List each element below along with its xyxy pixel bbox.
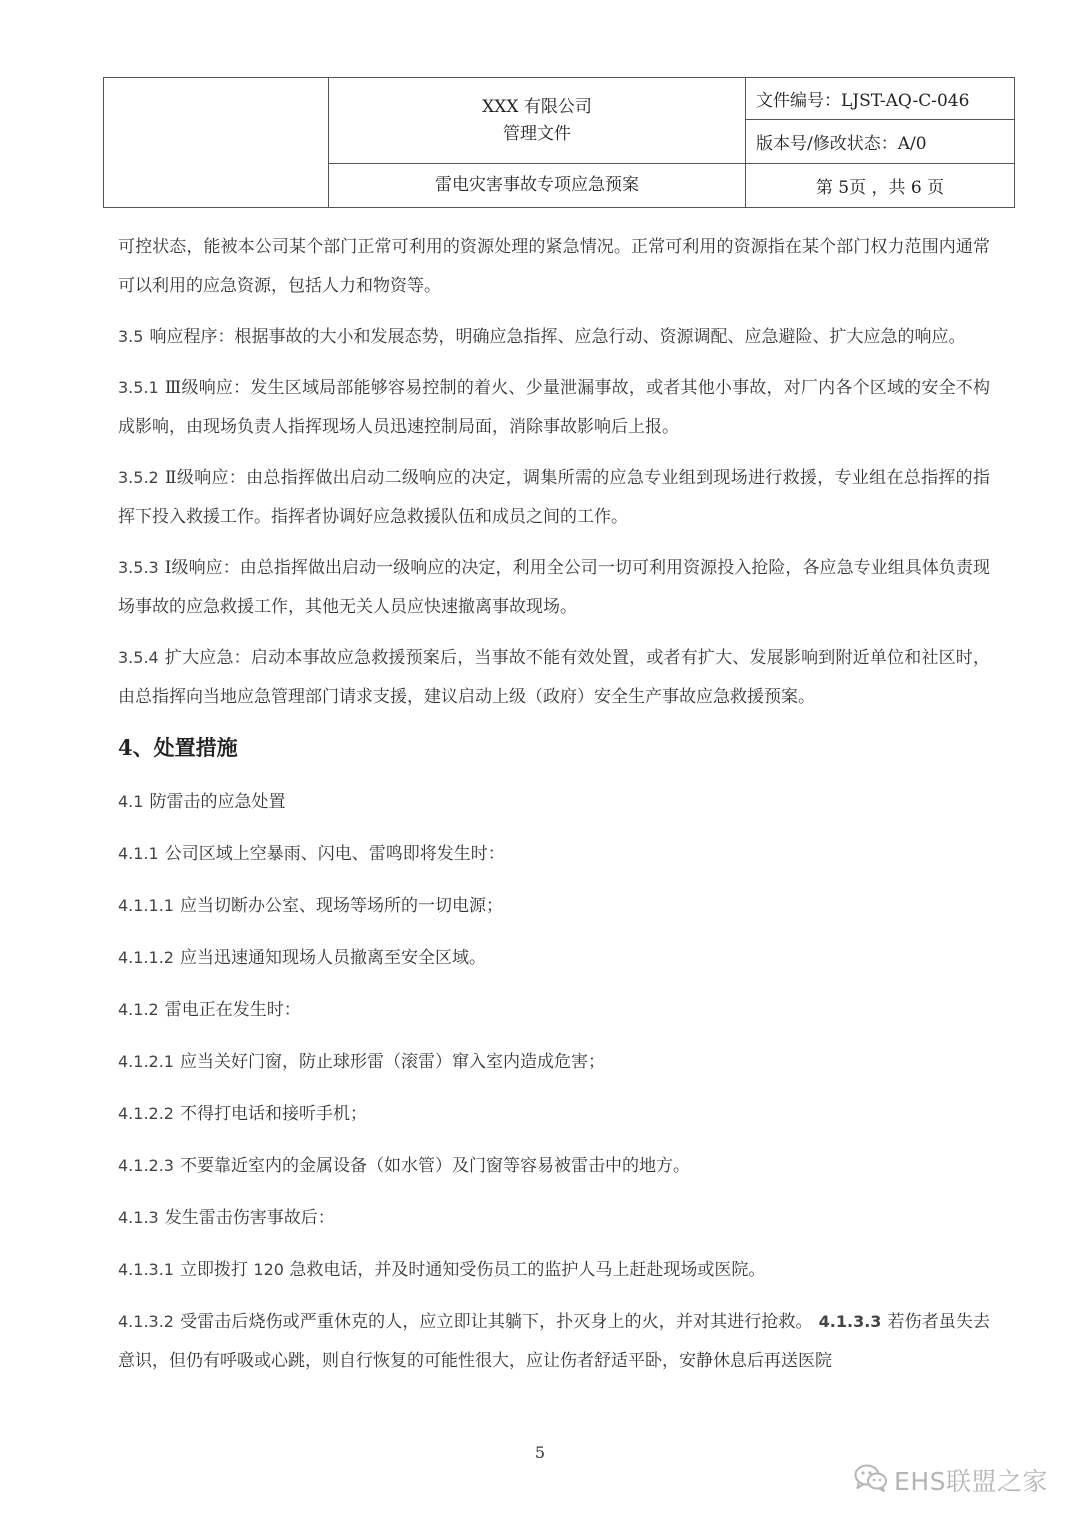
section-text: 扩大应急：启动本事故应急救援预案后，当事故不能有效处置，或者有扩大、发展影响到附近单位和社区时，由总指挥向当地应急管理部门请求支援，建议启动上级（政府）安全生产事故应急救援预案。 (118, 648, 990, 707)
version-status: 版本号/修改状态：A/0 (746, 120, 1015, 164)
section-number: 4.1.3.3 (818, 1312, 882, 1331)
section-text: 立即拨打 (179, 1260, 248, 1280)
section-4-1-3-2 (118, 1302, 990, 1381)
section-text: 响应程序：根据事故的大小和发展态势，明确应急指挥、应急行动、资源调配、应急避险、扩大应急的响应。 (149, 327, 966, 347)
section-4-1-3-1 (118, 1250, 990, 1290)
section-4-1 (118, 782, 990, 822)
watermark (854, 1462, 1048, 1498)
section-number: 4.1.2 (118, 1000, 159, 1019)
section-text: 应当切断办公室、现场等场所的一切电源； (179, 896, 503, 916)
section-number: 4.1.1.2 (118, 948, 174, 967)
section-3-5-3 (118, 548, 990, 627)
wechat-icon (854, 1463, 888, 1497)
section-4-1-2-1 (118, 1042, 990, 1082)
section-number: 4.1 (118, 792, 144, 811)
section-number: 4.1.3.2 (118, 1312, 174, 1331)
section-4-1-1 (118, 834, 990, 874)
section-number: 3.5.3 (118, 558, 159, 577)
document-header-table (103, 77, 1015, 208)
emergency-phone-number: 120 (253, 1260, 284, 1279)
section-text: 若伤者虽失去意识，但仍有呼吸或心跳，则自行恢复的可能性很大，应让伤者舒适平卧，安静休息后再送医院 (118, 1312, 991, 1371)
section-text: 防雷击的应急处置 (149, 792, 286, 812)
section-number: 4.1.2.1 (118, 1052, 174, 1071)
section-number: 3.5.2 (118, 468, 159, 487)
document-body (118, 228, 990, 1392)
document-number: 文件编号：LJST-AQ-C-046 (746, 78, 1015, 120)
document-type: 管理文件 (503, 123, 571, 144)
company-cell (329, 78, 746, 164)
section-text: 公司区域上空暴雨、闪电、雷鸣即将发生时： (164, 844, 505, 864)
section-number: 4.1.1.1 (118, 896, 174, 915)
section-text: Ⅰ级响应：由总指挥做出启动一级响应的决定，利用全公司一切可利用资源投入抢险，各应急专业组具体负责现场事故的应急救援工作，其他无关人员应快速撤离事故现场。 (118, 558, 990, 617)
section-3-5-1 (118, 368, 990, 447)
page-info: 第 5页 ，共 6 页 (746, 164, 1015, 208)
section-number: 3.5.1 (118, 378, 159, 397)
section-4-heading: 4、处置措施 (118, 735, 238, 760)
section-4-1-2-2 (118, 1094, 990, 1134)
page-number: 5 (534, 1443, 546, 1462)
section-text: 不要靠近室内的金属设备（如水管）及门窗等容易被雷击中的地方。 (179, 1156, 690, 1176)
logo-cell (104, 78, 329, 208)
section-number: 3.5 (118, 327, 144, 346)
section-text: 发生雷击伤害事故后： (164, 1208, 335, 1228)
section-3-5-2 (118, 458, 990, 537)
intro-paragraph: 可控状态，能被本公司某个部门正常可利用的资源处理的紧急情况。正常可利用的资源指在某个部门权力范围内通常可以利用的应急资源，包括人力和物资等。 (118, 237, 990, 296)
section-4-1-3 (118, 1198, 990, 1238)
section-number: 4.1.3.1 (118, 1260, 174, 1279)
section-text: 雷电正在发生时： (164, 1000, 301, 1020)
watermark-text: EHS联盟之家 (894, 1467, 1048, 1496)
company-name: XXX 有限公司 (482, 96, 592, 117)
section-3-5-4 (118, 638, 990, 717)
section-text: 受雷击后烧伤或严重休克的人，应立即让其躺下，扑灭身上的火，并对其进行抢救。 (179, 1312, 813, 1332)
section-number: 3.5.4 (118, 648, 159, 667)
section-number: 4.1.1 (118, 844, 159, 863)
section-4-1-1-2 (118, 938, 990, 978)
section-text: 急救电话，并及时通知受伤员工的监护人马上赶赴现场或医院。 (289, 1260, 766, 1280)
section-text: 不得打电话和接听手机； (179, 1104, 367, 1124)
section-text: 应当关好门窗，防止球形雷（滚雷）窜入室内造成危害； (179, 1052, 605, 1072)
section-4-1-2-3 (118, 1146, 990, 1186)
section-text: Ⅱ级响应：由总指挥做出启动二级响应的决定，调集所需的应急专业组到现场进行救援，专业组在总指挥的指挥下投入救援工作。指挥者协调好应急救援队伍和成员之间的工作。 (118, 468, 990, 527)
section-3-5 (118, 317, 990, 357)
section-number: 4.1.3 (118, 1208, 159, 1227)
section-number: 4.1.2.2 (118, 1104, 174, 1123)
section-text: Ⅲ级响应：发生区域局部能够容易控制的着火、少量泄漏事故，或者其他小事故，对厂内各个区域的安全不构成影响，由现场负责人指挥现场人员迅速控制局面，消除事故影响后上报。 (118, 378, 990, 437)
section-4-1-2 (118, 990, 990, 1030)
plan-title: 雷电灾害事故专项应急预案 (329, 164, 746, 208)
section-number: 4.1.2.3 (118, 1156, 174, 1175)
section-text: 应当迅速通知现场人员撤离至安全区域。 (179, 948, 486, 968)
section-4-1-1-1 (118, 886, 990, 926)
